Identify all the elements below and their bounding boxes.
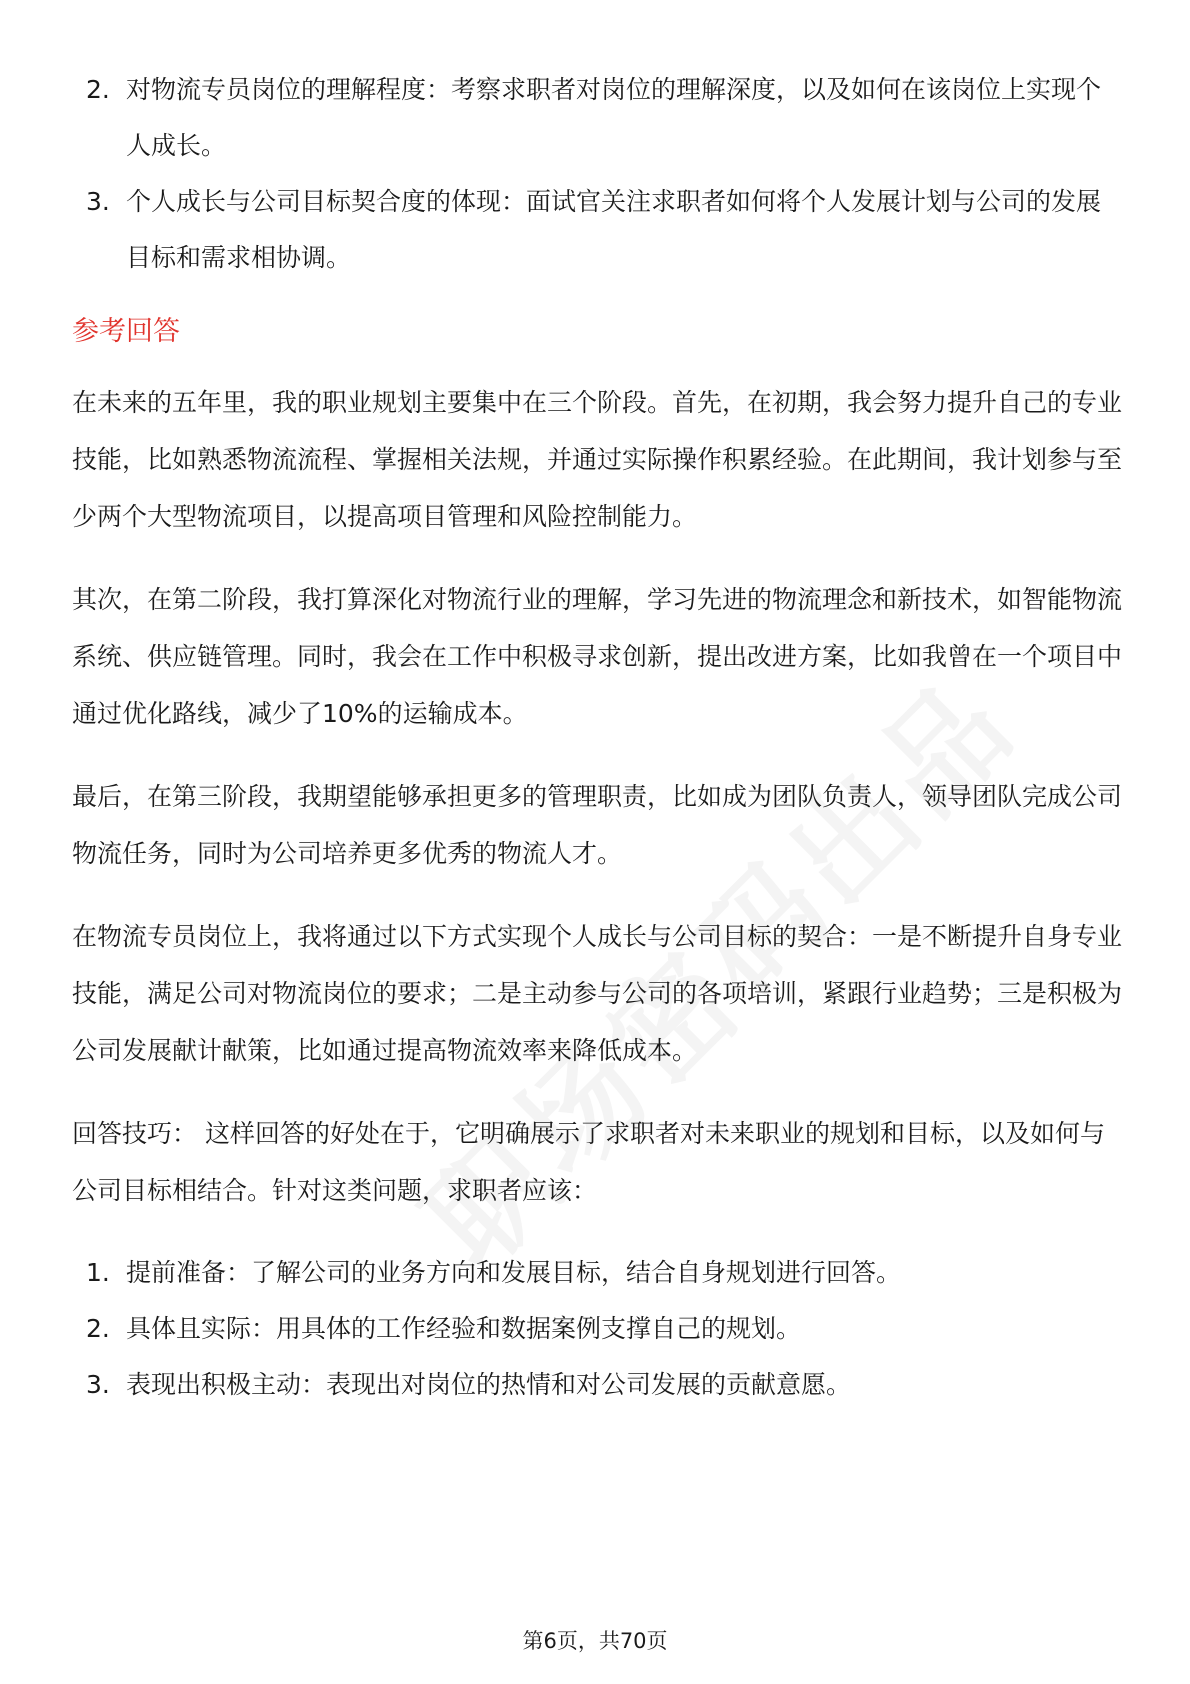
paragraph: 在未来的五年里，我的职业规划主要集中在三个阶段。首先，在初期，我会努力提升自己的专业技能，比如熟悉物流流程、掌握相关法规，并通过实际操作积累经验。在此期间，我计划参与至少两个大型物流项目，以提高项目管理和风险控制能力。 [72, 388, 1123, 531]
list-item [72, 62, 1122, 174]
list-text: 表现出积极主动：表现出对岗位的热情和对公司发展的贡献意愿。 [126, 1370, 852, 1399]
list-number: 3. [86, 1370, 110, 1399]
paragraph: 回答技巧： 这样回答的好处在于，它明确展示了求职者对未来职业的规划和目标，以及如何与公司目标相结合。针对这类问题，求职者应该： [72, 1119, 1105, 1205]
list-text: 个人成长与公司目标契合度的体现：面试官关注求职者如何将个人发展计划与公司的发展目标和需求相协调。 [126, 187, 1102, 272]
list-text: 提前准备：了解公司的业务方向和发展目标，结合自身规划进行回答。 [126, 1258, 902, 1287]
paragraph: 最后，在第三阶段，我期望能够承担更多的管理职责，比如成为团队负责人，领导团队完成公司物流任务，同时为公司培养更多优秀的物流人才。 [72, 782, 1123, 868]
list-item [72, 1245, 1122, 1301]
criteria-list [72, 62, 1122, 286]
section-heading: 参考回答 [72, 316, 180, 347]
list-number: 2. [86, 1314, 110, 1343]
list-number: 2. [86, 75, 110, 104]
paragraph: 在物流专员岗位上，我将通过以下方式实现个人成长与公司目标的契合：一是不断提升自身专业技能，满足公司对物流岗位的要求；二是主动参与公司的各项培训，紧跟行业趋势；三是积极为公司发展献计献策，比如通过提高物流效率来降低成本。 [72, 922, 1123, 1065]
list-text: 具体且实际：用具体的工作经验和数据案例支撑自己的规划。 [126, 1314, 802, 1343]
tips-list [72, 1245, 1122, 1413]
paragraph: 其次，在第二阶段，我打算深化对物流行业的理解，学习先进的物流理念和新技术，如智能物流系统、供应链管理。同时，我会在工作中积极寻求创新，提出改进方案，比如我曾在一个项目中通过优化路线，减少了10%的运输成本。 [72, 585, 1123, 728]
list-item [72, 1357, 1122, 1413]
page-footer: 第6页，共70页 [522, 1629, 668, 1653]
list-text: 对物流专员岗位的理解程度：考察求职者对岗位的理解深度，以及如何在该岗位上实现个人成长。 [126, 75, 1102, 160]
list-item [72, 174, 1122, 286]
list-number: 1. [86, 1258, 110, 1287]
document-page [72, 62, 1122, 1413]
list-item [72, 1301, 1122, 1357]
list-number: 3. [86, 187, 110, 216]
